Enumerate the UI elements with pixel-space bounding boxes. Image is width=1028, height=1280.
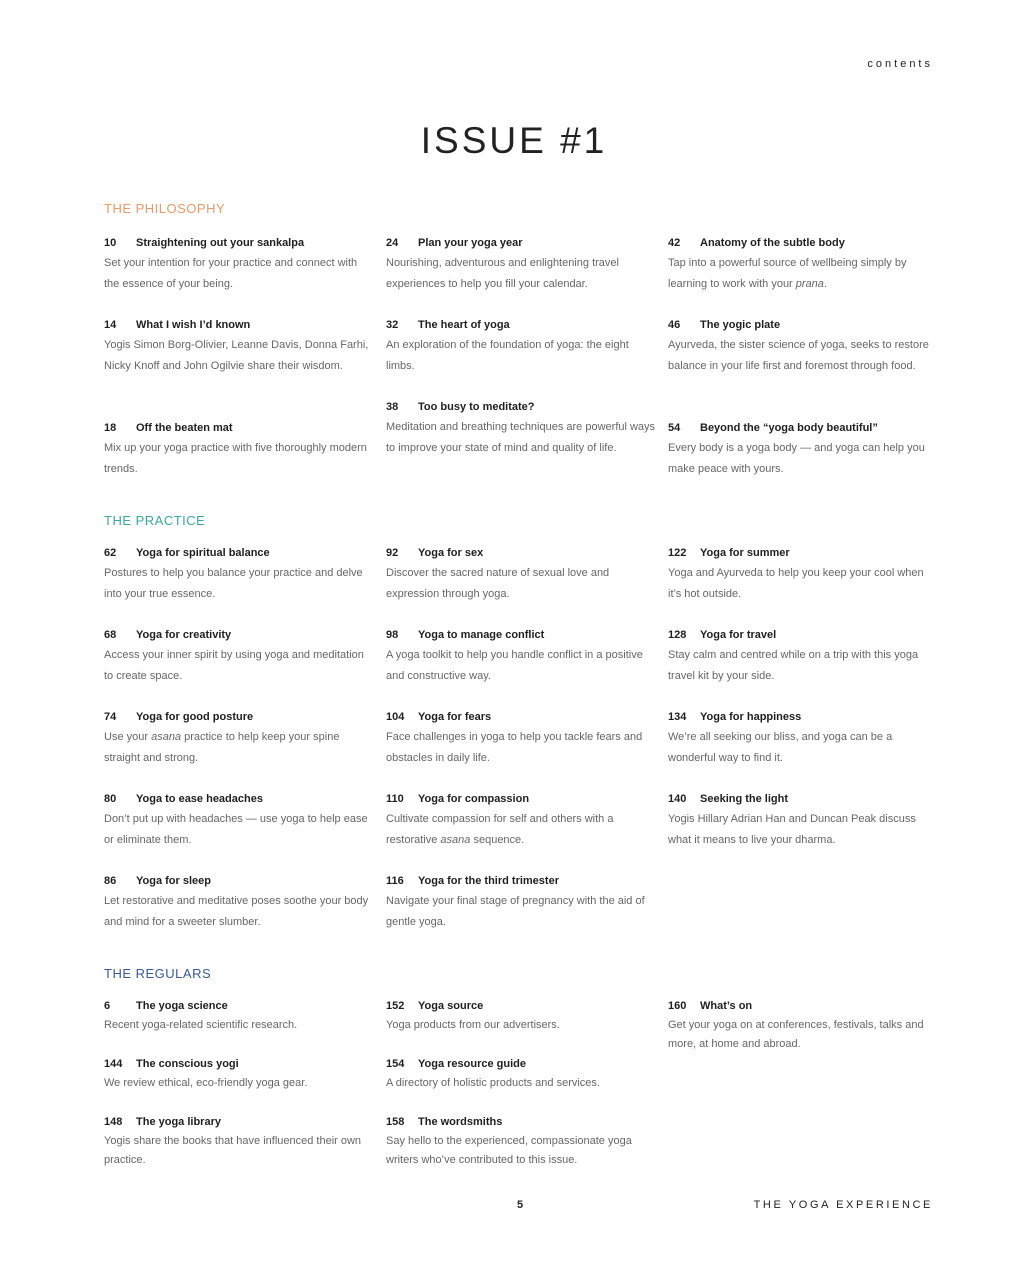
contents-entry [668,625,938,686]
entry-title: Anatomy of the subtle body [700,237,845,249]
contents-entry [668,315,938,376]
page-number: 160 [668,1000,687,1012]
entry-description: Recent yoga-related scientific research. [104,1019,298,1031]
entry-description: Use your asana practice to help keep your spine straight and strong. [104,731,340,764]
entry-description: Meditation and breathing techniques are powerful ways to improve your state of mind and quality of life. [386,421,656,454]
contents-entry [104,789,374,850]
entry-title: Yoga for creativity [136,629,232,641]
entry-title: The yogic plate [700,319,781,331]
contents-entry [386,1054,656,1093]
entry-title: Yoga source [418,1000,484,1012]
contents-entry [668,707,938,768]
entry-title: Yoga to manage conflict [418,629,545,641]
entry-description: Let restorative and meditative poses soothe your body and mind for a sweeter slumber. [104,895,369,928]
contents-entry [386,996,656,1035]
entry-description: We’re all seeking our bliss, and yoga can be a wonderful way to find it. [668,731,893,764]
entry-title: Yoga for the third trimester [418,875,559,887]
contents-entry [386,789,656,850]
entry-description: Stay calm and centred while on a trip with this yoga travel kit by your side. [668,649,919,682]
page-number: 62 [104,547,117,559]
entry-title: Yoga for happiness [700,711,802,723]
page-number: 110 [386,793,404,805]
entry-description: Cultivate compassion for self and others with a restorative asana sequence. [386,813,614,846]
entry-title: The yoga science [136,1000,228,1012]
page-number: 86 [104,875,117,887]
entry-title: What’s on [700,1000,753,1012]
contents-entry [104,625,374,686]
contents-entry [668,543,938,604]
entry-title: Yoga for fears [418,711,492,723]
entry-description: Tap into a powerful source of wellbeing simply by learning to work with your prana. [668,257,907,290]
entry-title: Yoga for summer [700,547,790,559]
contents-entry [386,707,656,768]
entry-title: Yoga resource guide [418,1058,526,1070]
contents-entry [104,871,374,932]
contents-entry [104,233,374,294]
entry-description: Yogis share the books that have influenced their own practice. [104,1135,362,1166]
magazine-name: THE YOGA EXPERIENCE [753,1199,933,1211]
page-number: 134 [668,711,687,723]
entry-title: The heart of yoga [418,319,510,331]
entry-title: Seeking the light [700,793,789,805]
entry-title: The yoga library [136,1116,221,1128]
page-number: 32 [386,319,399,331]
entry-title: Yoga to ease headaches [136,793,263,805]
contents-entry [386,625,656,686]
page-number: 46 [668,319,681,331]
page-number: 144 [104,1058,123,1070]
section-heading-text: THE PHILOSOPHY [104,201,226,216]
section-heading-text: THE REGULARS [104,966,212,981]
contents-entry [386,1112,656,1170]
entry-description: Postures to help you balance your practice and delve into your true essence. [104,567,363,600]
entry-description: Mix up your yoga practice with five thoroughly modern trends. [104,442,367,475]
contents-entry [104,707,374,768]
entry-description: Don’t put up with headaches — use yoga to help ease or eliminate them. [104,813,368,846]
entry-title: What I wish I’d known [136,319,251,331]
entry-title: Yoga for sex [418,547,484,559]
page-number: 18 [104,422,117,434]
contents-entry [104,1112,374,1170]
entry-title: Yoga for spiritual balance [136,547,270,559]
entry-title: Plan your yoga year [418,237,523,249]
page-number: 148 [104,1116,123,1128]
contents-entry [104,1054,374,1093]
contents-entry [386,397,656,458]
entry-title: Yoga for travel [700,629,777,641]
contents-entry [668,996,938,1054]
entry-title: Off the beaten mat [136,422,233,434]
entry-description: Every body is a yoga body — and yoga can help you make peace with yours. [668,442,925,475]
page-number: 128 [668,629,687,641]
entry-title: Yoga for compassion [418,793,530,805]
contents-entry [386,233,656,294]
section-heading-regulars [104,966,211,981]
contents-entry [104,315,374,376]
page-number: 68 [104,629,117,641]
entry-description: Say hello to the experienced, compassionate yoga writers who’ve contributed to this issue. [386,1135,632,1166]
page-number: 98 [386,629,399,641]
page-number: 6 [104,1000,111,1012]
entry-description: Discover the sacred nature of sexual love and expression through yoga. [386,567,610,600]
entry-description: A yoga toolkit to help you handle conflict in a positive and constructive way. [386,649,643,682]
entry-description: Yoga products from our advertisers. [386,1019,560,1031]
entry-description: Yogis Hillary Adrian Han and Duncan Peak discuss what it means to live your dharma. [668,813,916,846]
page-number: 116 [386,875,404,887]
contents-entry [668,418,938,479]
page-number: 140 [668,793,687,805]
page-number: 154 [386,1058,405,1070]
entry-description: An exploration of the foundation of yoga: the eight limbs. [386,339,629,372]
page-number: 122 [668,547,687,559]
contents-entry [668,233,938,294]
issue-title: ISSUE #1 [420,120,608,161]
entry-description: Nourishing, adventurous and enlightening travel experiences to help you fill your calendar. [386,257,619,290]
entry-description: Yogis Simon Borg-Olivier, Leanne Davis, Donna Farhi, Nicky Knoff and John Ogilvie share their wisdom. [104,339,369,372]
entry-title: Yoga for sleep [136,875,211,887]
entry-title: Too busy to meditate? [418,401,535,413]
entry-description: We review ethical, eco-friendly yoga gear. [104,1077,308,1089]
page-number-footer: 5 [516,1199,524,1211]
entry-title: The conscious yogi [136,1058,239,1070]
contents-entry [104,996,374,1035]
page-number: 24 [386,237,399,249]
section-heading-philosophy [104,201,225,216]
entry-description: Navigate your final stage of pregnancy with the aid of gentle yoga. [386,895,645,928]
page-number: 38 [386,401,399,413]
entry-title: Beyond the “yoga body beautiful” [700,422,878,434]
entry-title: The wordsmiths [418,1116,503,1128]
page-number: 152 [386,1000,405,1012]
entry-description: A directory of holistic products and services. [386,1077,600,1089]
entry-description: Face challenges in yoga to help you tackle fears and obstacles in daily life. [386,731,643,764]
entry-title: Straightening out your sankalpa [136,237,305,249]
entry-description: Ayurveda, the sister science of yoga, seeks to restore balance in your life first and foremost through food. [668,339,929,372]
page-number: 92 [386,547,399,559]
contents-entry [104,418,374,479]
entry-description: Yoga and Ayurveda to help you keep your cool when it’s hot outside. [668,567,924,600]
contents-label: contents [867,58,933,70]
contents-entry [386,315,656,376]
contents-entry [104,543,374,604]
page-number: 80 [104,793,117,805]
page-number: 74 [104,711,117,723]
entry-description: Set your intention for your practice and connect with the essence of your being. [104,257,358,290]
entry-description: Access your inner spirit by using yoga and meditation to create space. [104,649,364,682]
page-number: 10 [104,237,117,249]
page-number: 54 [668,422,681,434]
section-heading-text: THE PRACTICE [104,513,206,528]
page-number: 42 [668,237,681,249]
contents-entry [386,543,656,604]
page-number: 14 [104,319,117,331]
entry-description: Get your yoga on at conferences, festivals, talks and more, at home and abroad. [668,1019,924,1050]
entry-title: Yoga for good posture [136,711,254,723]
section-heading-practice [104,513,205,528]
contents-entry [386,871,656,932]
contents-entry [668,789,938,850]
page-number: 158 [386,1116,405,1128]
page-number: 104 [386,711,405,723]
